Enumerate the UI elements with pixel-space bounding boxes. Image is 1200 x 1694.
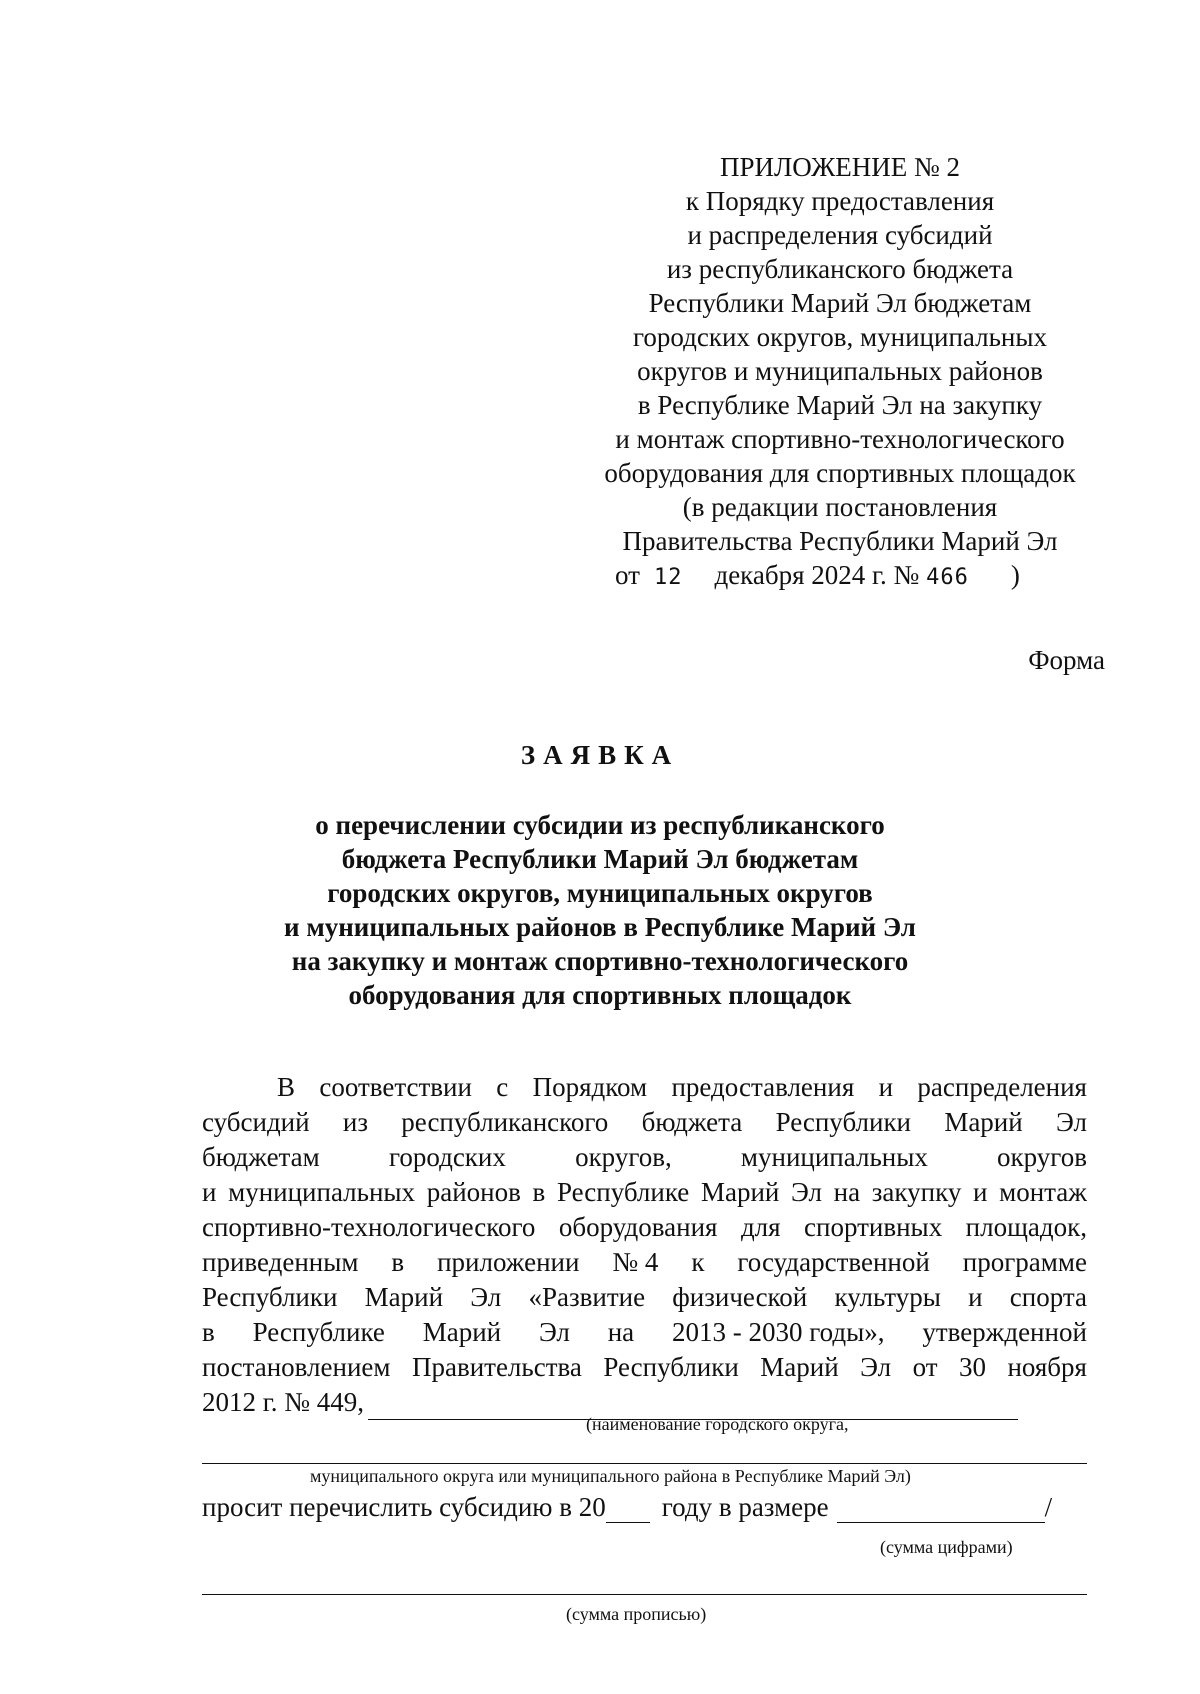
body-word: и: [878, 1072, 894, 1102]
appendix-line: и монтаж спортивно-технологического: [615, 424, 1065, 454]
year-fill-line[interactable]: [606, 1496, 650, 1523]
appendix-header: [560, 150, 1120, 595]
body-word: площадок,: [965, 1212, 1087, 1242]
amount-words-fill-line[interactable]: [202, 1594, 1087, 1595]
appendix-line: городских округов, муниципальных: [632, 322, 1047, 352]
body-word: 30: [958, 1352, 986, 1382]
document-subtitle: [0, 808, 1200, 1012]
appendix-line: (в редакции постановления: [682, 492, 998, 522]
body-word: и: [973, 1177, 988, 1207]
document-number: 466: [926, 565, 969, 590]
body-word: в: [391, 1247, 405, 1277]
request-line: [202, 1492, 1052, 1523]
subtitle-line: на закупку и монтаж спортивно-технологического: [291, 946, 909, 976]
body-word: Марий: [944, 1107, 1023, 1137]
body-word: соответствии: [319, 1072, 472, 1102]
body-word: оборудования: [558, 1212, 718, 1242]
appendix-line: из республиканского бюджета: [666, 254, 1014, 284]
request-middle: году в размере: [661, 1492, 829, 1522]
body-word: округов: [997, 1142, 1087, 1172]
body-word: программе: [962, 1247, 1087, 1277]
date-prefix: от: [615, 560, 640, 590]
body-word: спортивных: [804, 1212, 943, 1242]
body-word: ноября: [1007, 1352, 1087, 1382]
body-word: Республике: [556, 1177, 690, 1207]
body-word: для: [740, 1212, 781, 1242]
appendix-line: Республики Марий Эл бюджетам: [648, 288, 1032, 318]
body-word: приведенным: [202, 1247, 359, 1277]
body-word: Марий: [422, 1317, 502, 1347]
body-word: бюджета: [641, 1107, 743, 1137]
appendix-date-line: [560, 558, 1120, 595]
body-word: республиканского: [401, 1107, 609, 1137]
body-last-line-text: 2012 г. № 449,: [202, 1387, 365, 1417]
body-word: с: [496, 1072, 509, 1102]
body-line: [202, 1175, 1087, 1210]
body-word: на: [607, 1317, 635, 1347]
body-word: Эл: [1056, 1107, 1087, 1137]
appendix-line: к Порядку предоставления: [685, 186, 995, 216]
appendix-line: округов и муниципальных районов: [637, 356, 1043, 386]
body-word: к: [691, 1247, 705, 1277]
body-word: Республики: [603, 1352, 739, 1382]
subtitle-line: о перечислении субсидии из республиканского: [315, 810, 885, 840]
body-word: Эл: [860, 1352, 892, 1382]
body-line: [202, 1315, 1087, 1350]
subtitle-line: оборудования для спортивных площадок: [348, 980, 852, 1010]
body-line: [202, 1280, 1087, 1315]
date-day: 12: [653, 565, 683, 590]
body-word: бюджетам: [202, 1142, 320, 1172]
appendix-line: Правительства Республики Марий Эл: [622, 526, 1058, 556]
request-prefix: просит перечислить субсидию в 20: [202, 1492, 606, 1522]
district-type-caption: муниципального округа или муниципального района в Республике Марий Эл): [310, 1466, 911, 1486]
request-slash: /: [1044, 1492, 1053, 1522]
body-word: № 4: [612, 1247, 659, 1277]
body-line: [202, 1210, 1087, 1245]
subtitle-line: городских округов, муниципальных округов: [327, 878, 873, 908]
body-word: Порядком: [532, 1072, 648, 1102]
date-text: декабря 2024 г. №: [714, 560, 920, 590]
body-word: и: [202, 1177, 217, 1207]
body-word: субсидий: [202, 1107, 310, 1137]
appendix-line: в Республике Марий Эл на закупку: [637, 390, 1043, 420]
body-word: распределения: [917, 1072, 1087, 1102]
body-word: районов: [426, 1177, 521, 1207]
body-word: в: [532, 1177, 546, 1207]
body-word: приложении: [437, 1247, 580, 1277]
body-word: в: [202, 1317, 215, 1347]
body-word: закупку: [871, 1177, 962, 1207]
body-word: муниципальных: [228, 1177, 416, 1207]
appendix-line: и распределения субсидий: [687, 220, 993, 250]
appendix-line: оборудования для спортивных площадок: [604, 458, 1076, 488]
body-line: [202, 1070, 1087, 1105]
subtitle-line: и муниципальных районов в Республике Марий Эл: [284, 912, 916, 942]
amount-digits-caption: (сумма цифрами): [880, 1537, 1013, 1557]
body-word: и: [968, 1282, 983, 1312]
body-word: на: [833, 1177, 861, 1207]
body-word: утвержденной: [922, 1317, 1087, 1347]
district-type-fill-line[interactable]: [202, 1463, 1087, 1464]
body-word: предоставления: [671, 1072, 855, 1102]
body-word: Республике: [252, 1317, 385, 1347]
body-word: из: [342, 1107, 368, 1137]
body-word: Марий: [700, 1177, 780, 1207]
body-word: Правительства: [411, 1352, 582, 1382]
body-paragraph: [202, 1070, 1087, 1420]
document-title: ЗАЯВКА: [520, 740, 680, 770]
body-word: 2013 - 2030 годы»,: [671, 1317, 885, 1347]
body-word: постановлением: [202, 1352, 391, 1382]
amount-digits-fill-line[interactable]: [837, 1496, 1045, 1523]
body-word: спорта: [1009, 1282, 1087, 1312]
body-word: округов,: [575, 1142, 672, 1172]
body-word: «Развитие: [528, 1282, 646, 1312]
body-word: Республики: [202, 1282, 338, 1312]
body-line: [202, 1105, 1087, 1140]
body-word: Эл: [791, 1177, 822, 1207]
body-word: Эл: [538, 1317, 570, 1347]
amount-words-caption: (сумма прописью): [566, 1604, 707, 1624]
body-word: В: [277, 1072, 296, 1102]
body-word: культуры: [834, 1282, 941, 1312]
body-line: [202, 1140, 1087, 1175]
appendix-line: ПРИЛОЖЕНИЕ № 2: [719, 152, 961, 182]
body-word: Марий: [760, 1352, 839, 1382]
body-word: Марий: [364, 1282, 444, 1312]
body-word: государственной: [737, 1247, 930, 1277]
body-word: муниципальных: [740, 1142, 928, 1172]
body-word: спортивно-технологического: [202, 1212, 536, 1242]
body-word: от: [912, 1352, 938, 1382]
body-word: монтаж: [999, 1177, 1087, 1207]
date-close: ): [1010, 560, 1020, 590]
body-line: [202, 1350, 1087, 1385]
body-line: [202, 1245, 1087, 1280]
body-word: городских: [388, 1142, 506, 1172]
form-label: Форма: [1028, 645, 1105, 675]
subtitle-line: бюджета Республики Марий Эл бюджетам: [341, 844, 859, 874]
body-word: физической: [672, 1282, 808, 1312]
district-name-caption: (наименование городского округа,: [586, 1414, 849, 1434]
body-word: Республики: [775, 1107, 912, 1137]
body-word: Эл: [470, 1282, 502, 1312]
